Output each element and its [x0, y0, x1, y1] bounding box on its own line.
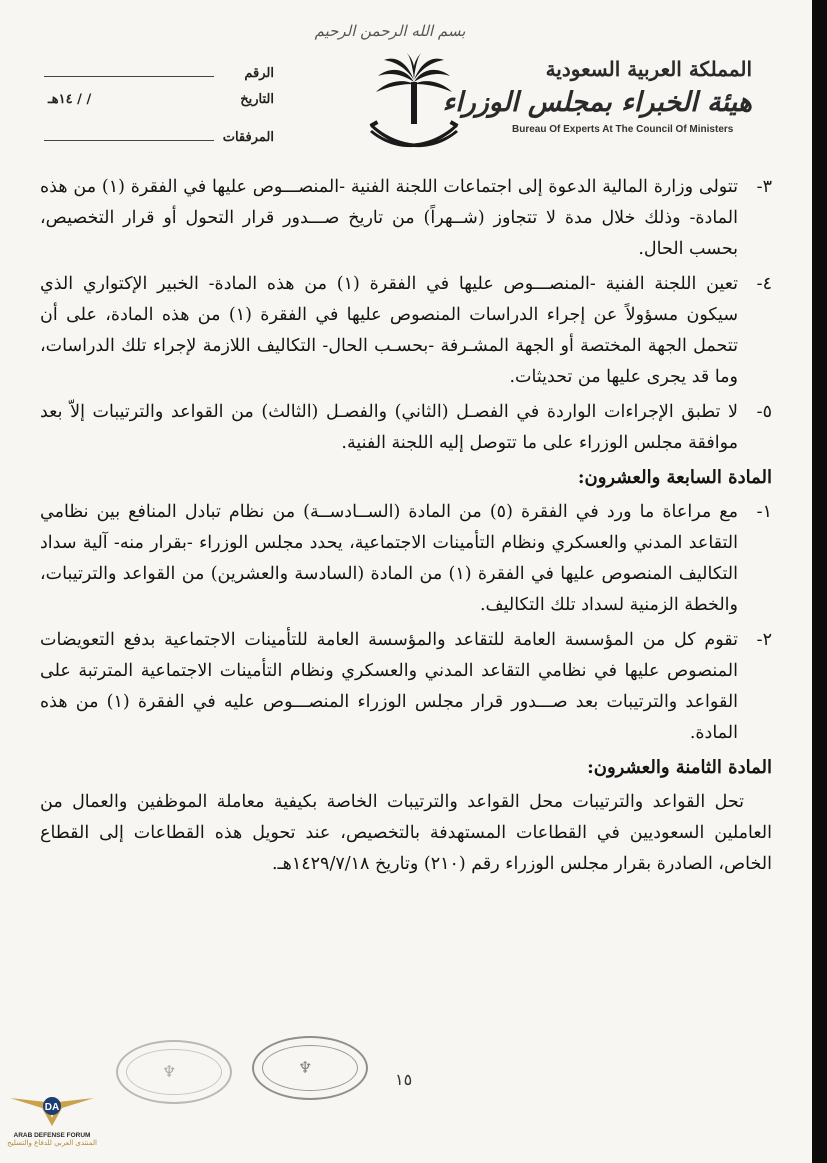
- clause-text: تتولى وزارة المالية الدعوة إلى اجتماعات اللجنة الفنية -المنصـــوص عليها في الفقرة (١) من هذه المادة- وذلك خلال مدة لا تتجاوز (شــهراً) من تاريخ صـــدور قرار التحول أو قرار التخصيص، بحسب الحال.: [40, 177, 738, 259]
- palm-icon: ♆: [162, 1062, 177, 1081]
- forum-logo-icon: [6, 1088, 98, 1128]
- article-28-heading: المادة الثامنة والعشرون:: [587, 757, 772, 778]
- clause-text: تقوم كل من المؤسسة العامة للتقاعد والمؤسسة العامة للتأمينات الاجتماعية بدفع التعويضات المنصوص عليها في نظامي التقاعد المدني والعسكري ونظام التأمينات الاجتماعية المترتبة على القواعد والترتيبات بعد صـــدور قرار مجلس الوزراء المنصـــوص عليه في الفقرة (١) من هذه المادة.: [40, 630, 739, 743]
- clause-item: [40, 269, 772, 393]
- watermark-english: ARAB DEFENSE FORUM: [13, 1132, 91, 1139]
- clause-text: لا تطبق الإجراءات الواردة في الفصـل (الثاني) والفصـل (الثالث) من القواعد والترتيبات إلاّ بعد موافقة مجلس الوزراء على ما تتوصل إليه اللجنة الفنية.: [40, 402, 738, 453]
- ref-number-line: [44, 60, 214, 77]
- page-number: ١٥: [395, 1070, 413, 1089]
- date-row: [44, 92, 274, 124]
- article-28-text: تحل القواعد والترتيبات محل القواعد والترتيبات الخاصة بكيفية معاملة الموظفين والعمال من العاملين السعوديين في القطاعات المستهدفة بالتخصيص، عند تحويل هذه القطاعات إلى القطاع الخاص، الصادرة بقرار مجلس الوزراء رقم (٢١٠) وتاريخ ١٤٢٩/٧/١٨هـ.: [40, 792, 772, 874]
- kingdom-name: المملكة العربية السعودية: [545, 57, 752, 81]
- clause-number: ٣-: [756, 177, 772, 197]
- ref-number-row: [44, 60, 274, 92]
- clause-item: [40, 172, 772, 265]
- reference-block: [44, 60, 274, 156]
- basmala: بسم الله الرحمن الرحيم: [314, 22, 466, 40]
- attachments-label: المرفقات: [222, 130, 274, 145]
- clause-item: [40, 625, 772, 749]
- forum-logo-text: DA: [44, 1102, 60, 1113]
- date-label: التاريخ: [240, 92, 274, 107]
- bureau-name-english: Bureau Of Experts At The Council Of Ministers: [512, 124, 734, 135]
- clause-number: ٥-: [756, 402, 772, 422]
- clause-number: ٢-: [756, 630, 772, 650]
- ref-number-label: الرقم: [244, 66, 274, 81]
- clause-text: مع مراعاة ما ورد في الفقرة (٥) من المادة (الســادســة) من نظام تبادل المنافع بين نظامي التقاعد المدني والعسكري ونظام التأمينات الاجتماعية، يحدد مجلس الوزراء -بقرار منه- آلية سداد التكاليف المنصوص عليها في الفقرة (١) من المادة (السادسة والعشرين) من القواعد والترتيبات، والخطة الزمنية لسداد تلك التكاليف.: [40, 502, 738, 615]
- page-border: [812, 0, 827, 1163]
- forum-watermark: [6, 1088, 98, 1158]
- clause-number: ١-: [756, 502, 772, 522]
- document-body: [40, 172, 772, 880]
- official-seal: [252, 1036, 368, 1100]
- clause-number: ٤-: [756, 274, 772, 294]
- clause-text: تعين اللجنة الفنية -المنصـــوص عليها في الفقرة (١) من هذه المادة- الخبير الإكتواري الذي سيكون مسؤولاً عن إجراء الدراسات المنصوص عليها في الفقرة (١) من هذه المادة، على أن تتحمل الجهة المختصة أو الجهة المشـرفة -بحسـب الحال- التكاليف اللازمة لإجراء تلك الدراسات، وما قد يجرى عليها من تحديثات.: [40, 274, 739, 387]
- government-letterhead: [442, 56, 752, 135]
- attachments-row: [44, 124, 274, 156]
- bureau-name-arabic: هيئة الخبراء بمجلس الوزراء: [442, 87, 752, 118]
- clause-item: [40, 497, 772, 621]
- attachments-line: [44, 124, 214, 141]
- official-seal-faded: [116, 1040, 232, 1104]
- clause-item: [40, 397, 772, 459]
- article-27-heading: المادة السابعة والعشرون:: [577, 467, 772, 488]
- watermark-arabic: المنتدى العربي للدفاع والتسليح: [7, 1139, 97, 1147]
- palm-icon: ♆: [298, 1058, 313, 1077]
- date-value: / / ١٤هـ: [48, 92, 92, 107]
